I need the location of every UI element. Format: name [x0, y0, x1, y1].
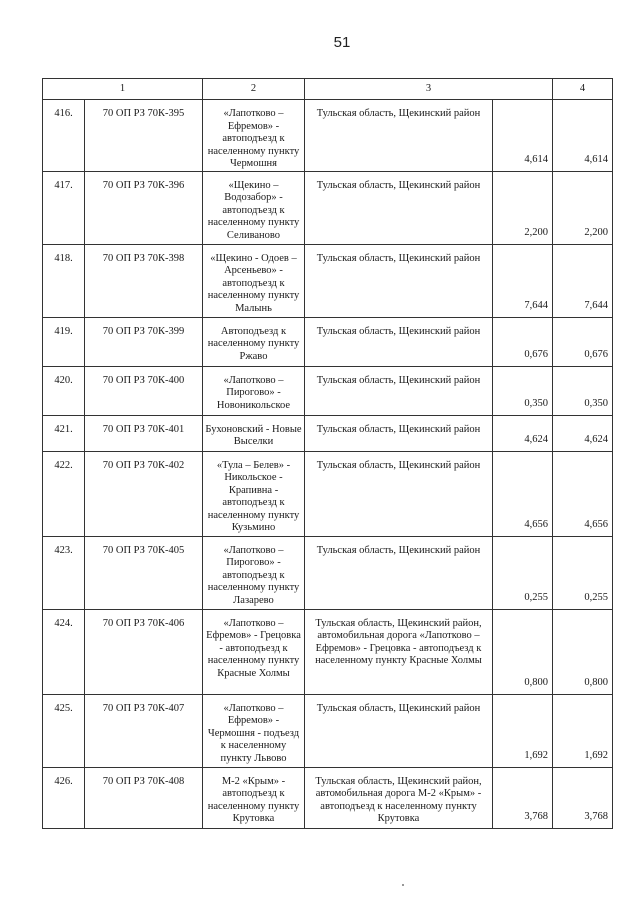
table-row [43, 171, 613, 244]
road-length: 7,644 [493, 244, 553, 317]
row-number: 417. [43, 171, 85, 244]
road-length: 4,656 [493, 451, 553, 536]
row-number: 423. [43, 536, 85, 609]
road-length-total: 7,644 [553, 244, 613, 317]
road-code: 70 ОП РЗ 70К-398 [85, 244, 203, 317]
road-code: 70 ОП РЗ 70К-402 [85, 451, 203, 536]
road-length: 2,200 [493, 171, 553, 244]
road-length: 0,255 [493, 536, 553, 609]
road-name: «Лапотково – Пирогово» - автоподъезд к населенному пункту Лазарево [203, 536, 305, 609]
road-location: Тульская область, Щекинский район [305, 244, 493, 317]
road-location: Тульская область, Щекинский район, автомобильная дорога «Лапотково – Ефремов» - Грецовка - автоподъезд к населенному пункту Красные Холмы [305, 609, 493, 694]
road-location: Тульская область, Щекинский район [305, 317, 493, 366]
table-row [43, 451, 613, 536]
header-col-3: 3 [305, 79, 553, 100]
table-row [43, 536, 613, 609]
road-length: 4,614 [493, 100, 553, 172]
row-number: 426. [43, 767, 85, 828]
row-number: 424. [43, 609, 85, 694]
road-length-total: 4,624 [553, 415, 613, 451]
road-name: «Щекино – Водозабор» - автоподъезд к населенному пункту Селиваново [203, 171, 305, 244]
road-name: «Щекино - Одоев – Арсеньево» - автоподъезд к населенному пункту Малынь [203, 244, 305, 317]
road-location: Тульская область, Щекинский район [305, 451, 493, 536]
row-number: 416. [43, 100, 85, 172]
table-header-row [43, 79, 613, 100]
table-row [43, 609, 613, 694]
road-length-total: 0,350 [553, 366, 613, 415]
road-length: 4,624 [493, 415, 553, 451]
road-code: 70 ОП РЗ 70К-407 [85, 694, 203, 767]
header-col-2: 2 [203, 79, 305, 100]
header-col-1: 1 [43, 79, 203, 100]
header-col-4: 4 [553, 79, 613, 100]
road-length: 0,350 [493, 366, 553, 415]
table-row [43, 415, 613, 451]
table-row [43, 317, 613, 366]
road-name: «Лапотково – Ефремов» - автоподъезд к населенному пункту Чермошня [203, 100, 305, 172]
road-length-total: 0,255 [553, 536, 613, 609]
road-code: 70 ОП РЗ 70К-405 [85, 536, 203, 609]
table-row [43, 767, 613, 828]
road-length-total: 4,614 [553, 100, 613, 172]
road-name: М-2 «Крым» - автоподъезд к населенному пункту Крутовка [203, 767, 305, 828]
table-row [43, 366, 613, 415]
road-name: «Тула – Белев» - Никольское - Крапивна - автоподъезд к населенному пункту Кузьмино [203, 451, 305, 536]
road-code: 70 ОП РЗ 70К-408 [85, 767, 203, 828]
road-code: 70 ОП РЗ 70К-395 [85, 100, 203, 172]
table-row [43, 100, 613, 172]
table-row [43, 694, 613, 767]
road-location: Тульская область, Щекинский район [305, 694, 493, 767]
road-length-total: 3,768 [553, 767, 613, 828]
road-location: Тульская область, Щекинский район [305, 100, 493, 172]
road-code: 70 ОП РЗ 70К-406 [85, 609, 203, 694]
table-row [43, 244, 613, 317]
road-length-total: 0,800 [553, 609, 613, 694]
road-location: Тульская область, Щекинский район [305, 415, 493, 451]
row-number: 421. [43, 415, 85, 451]
road-length: 3,768 [493, 767, 553, 828]
row-number: 425. [43, 694, 85, 767]
row-number: 419. [43, 317, 85, 366]
road-length: 0,676 [493, 317, 553, 366]
road-length: 0,800 [493, 609, 553, 694]
road-name: «Лапотково – Ефремов» - Грецовка - автоподъезд к населенному пункту Красные Холмы [203, 609, 305, 694]
row-number: 420. [43, 366, 85, 415]
road-location: Тульская область, Щекинский район [305, 536, 493, 609]
road-length-total: 2,200 [553, 171, 613, 244]
road-name: Автоподъезд к населенному пункту Ржаво [203, 317, 305, 366]
road-registry-table [42, 78, 613, 829]
road-location: Тульская область, Щекинский район [305, 171, 493, 244]
road-location: Тульская область, Щекинский район, автомобильная дорога М-2 «Крым» - автоподъезд к населенному пункту Крутовка [305, 767, 493, 828]
row-number: 422. [43, 451, 85, 536]
road-length-total: 4,656 [553, 451, 613, 536]
road-length: 1,692 [493, 694, 553, 767]
road-code: 70 ОП РЗ 70К-399 [85, 317, 203, 366]
road-length-total: 0,676 [553, 317, 613, 366]
row-number: 418. [43, 244, 85, 317]
table-body [43, 100, 613, 829]
scan-speck [402, 884, 404, 886]
road-code: 70 ОП РЗ 70К-396 [85, 171, 203, 244]
page-number: 51 [333, 34, 351, 51]
road-code: 70 ОП РЗ 70К-401 [85, 415, 203, 451]
road-name: Бухоновский - Новые Выселки [203, 415, 305, 451]
road-code: 70 ОП РЗ 70К-400 [85, 366, 203, 415]
road-name: «Лапотково – Пирогово» - Новоникольское [203, 366, 305, 415]
road-name: «Лапотково – Ефремов» - Чермошня - подъезд к населенному пункту Львово [203, 694, 305, 767]
road-length-total: 1,692 [553, 694, 613, 767]
road-location: Тульская область, Щекинский район [305, 366, 493, 415]
